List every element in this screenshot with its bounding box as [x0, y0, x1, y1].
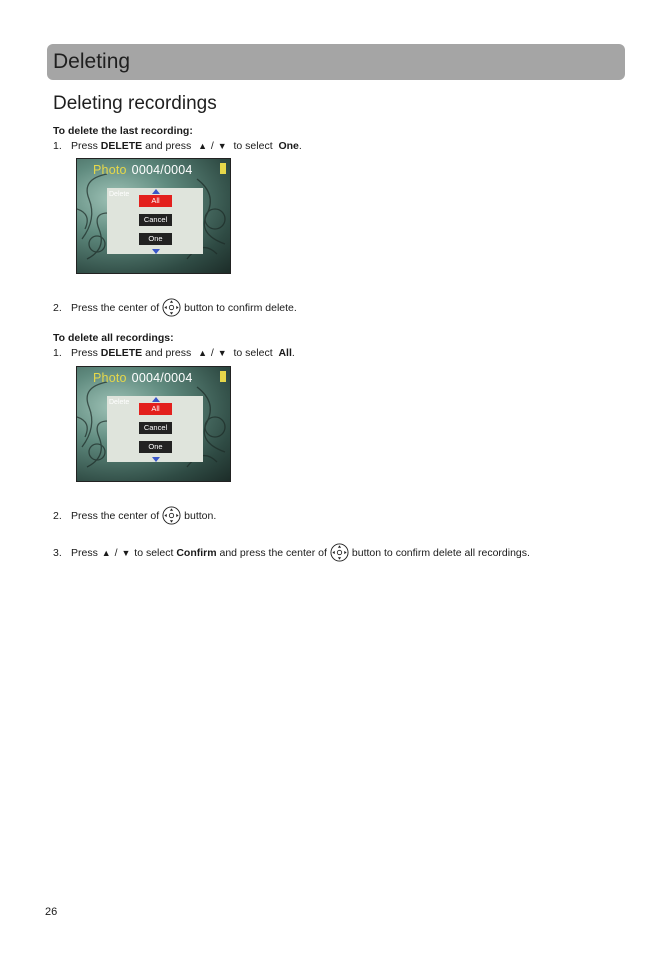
screen-header	[93, 162, 193, 178]
page-number: 26	[45, 906, 58, 918]
scroll-up-icon	[152, 189, 160, 194]
option-cancel: Cancel	[139, 422, 172, 434]
up-arrow-icon: ▲	[101, 547, 111, 558]
step-last-1: 1. Press DELETE and press ▲ / ▼ to select One .	[53, 140, 302, 152]
screen-header	[93, 370, 193, 386]
scroll-down-icon	[152, 249, 160, 254]
chapter-banner	[47, 44, 625, 80]
dialog-label: Delete	[109, 399, 130, 406]
step-last-2: 2. Press the center of button to confirm delete.	[53, 298, 297, 317]
option-cancel: Cancel	[139, 214, 172, 226]
chapter-title: Deleting	[53, 50, 131, 73]
scroll-down-icon	[152, 457, 160, 462]
option-all: All	[139, 403, 172, 415]
option-one: One	[139, 233, 172, 245]
scroll-up-icon	[152, 397, 160, 402]
mode-label: Photo	[93, 371, 127, 385]
file-counter: 0004/0004	[131, 371, 193, 385]
step-all-3: 3. Press ▲ / ▼ to select Confirm and press the center of button to confirm delete all recordings.	[53, 543, 530, 562]
up-arrow-icon: ▲	[198, 348, 207, 358]
down-arrow-icon: ▼	[217, 348, 227, 358]
subheading-delete-all: To delete all recordings:	[53, 332, 174, 344]
down-arrow-icon: ▼	[217, 141, 227, 151]
camera-screen-delete-all	[76, 366, 231, 482]
step-all-2: 2. Press the center of button.	[53, 506, 216, 525]
delete-key-label: DELETE	[100, 140, 143, 152]
battery-icon	[220, 371, 226, 382]
mode-label: Photo	[93, 163, 127, 177]
nav-button-icon	[330, 543, 349, 562]
file-counter: 0004/0004	[131, 163, 193, 177]
up-arrow-icon: ▲	[198, 141, 207, 151]
subheading-delete-last: To delete the last recording:	[53, 125, 193, 137]
battery-icon	[220, 163, 226, 174]
nav-button-icon	[162, 298, 181, 317]
delete-dialog	[107, 188, 203, 254]
section-title: Deleting recordings	[53, 93, 217, 114]
option-one: One	[139, 441, 172, 453]
dialog-label: Delete	[109, 191, 130, 198]
step-all-1: 1. Press DELETE and press ▲ / ▼ to select All .	[53, 347, 295, 359]
delete-key-label: DELETE	[100, 347, 143, 359]
option-all: All	[139, 195, 172, 207]
down-arrow-icon: ▼	[121, 547, 131, 558]
camera-screen-delete-one	[76, 158, 231, 274]
nav-button-icon	[162, 506, 181, 525]
delete-dialog	[107, 396, 203, 462]
